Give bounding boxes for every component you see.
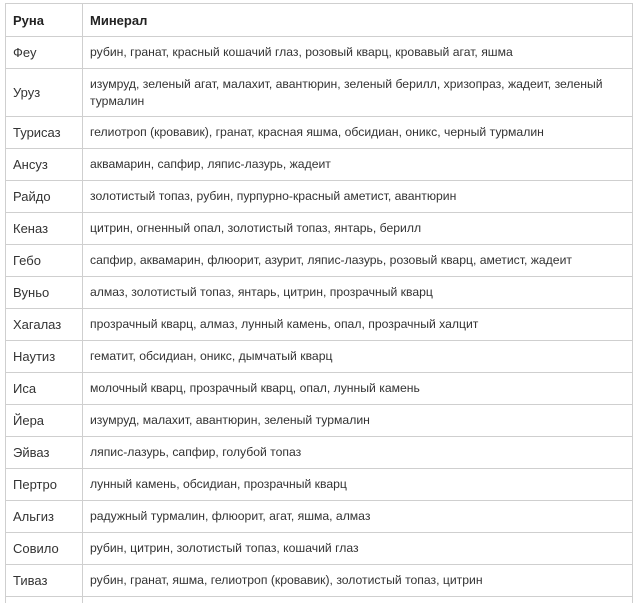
table-row [6,437,633,469]
rune-cell: Тиваз [6,565,83,597]
mineral-cell: рубин, цитрин, золотистый топаз, кошачий глаз [83,533,633,565]
mineral-cell: гелиотроп (кровавик), гранат, красная яшма, обсидиан, оникс, черный турмалин [83,117,633,149]
mineral-cell: рубин, гранат, красный кошачий глаз, розовый кварц, кровавый агат, яшма [83,37,633,69]
rune-cell: Гебо [6,245,83,277]
table-row [6,213,633,245]
table-row [6,565,633,597]
mineral-cell: золотистый топаз, рубин, пурпурно-красный аметист, авантюрин [83,181,633,213]
table-row [6,277,633,309]
table-header-row [6,4,633,37]
rune-cell: Ансуз [6,149,83,181]
rune-cell: Альгиз [6,501,83,533]
table-row [6,181,633,213]
table-row [6,37,633,69]
rune-cell: Уруз [6,69,83,117]
table-row [6,469,633,501]
mineral-cell: лунный камень, обсидиан, прозрачный кварц [83,469,633,501]
rune-mineral-table-container [5,3,632,603]
table-row [6,533,633,565]
rune-cell-empty [6,597,83,604]
table-row [6,341,633,373]
header-mineral: Минерал [83,4,633,37]
header-rune: Руна [6,4,83,37]
mineral-cell: цитрин, огненный опал, золотистый топаз, янтарь, берилл [83,213,633,245]
table-row [6,373,633,405]
mineral-cell: алмаз, золотистый топаз, янтарь, цитрин, прозрачный кварц [83,277,633,309]
rune-cell: Совило [6,533,83,565]
rune-cell: Наутиз [6,341,83,373]
mineral-cell-empty [83,597,633,604]
mineral-cell: молочный кварц, прозрачный кварц, опал, лунный камень [83,373,633,405]
table-row [6,309,633,341]
table-row [6,117,633,149]
table-row [6,245,633,277]
mineral-cell: рубин, гранат, яшма, гелиотроп (кровавик), золотистый топаз, цитрин [83,565,633,597]
rune-cell: Вуньо [6,277,83,309]
table-row [6,405,633,437]
rune-cell: Йера [6,405,83,437]
rune-cell: Хагалаз [6,309,83,341]
rune-cell: Пертро [6,469,83,501]
mineral-cell: гематит, обсидиан, оникс, дымчатый кварц [83,341,633,373]
table-row [6,501,633,533]
rune-mineral-table [5,3,633,603]
mineral-cell: ляпис-лазурь, сапфир, голубой топаз [83,437,633,469]
rune-cell: Иса [6,373,83,405]
mineral-cell: радужный турмалин, флюорит, агат, яшма, алмаз [83,501,633,533]
mineral-cell: изумруд, зеленый агат, малахит, авантюрин, зеленый берилл, хризопраз, жадеит, зеленый турмалин [83,69,633,117]
table-row [6,149,633,181]
rune-cell: Кеназ [6,213,83,245]
mineral-cell: прозрачный кварц, алмаз, лунный камень, опал, прозрачный халцит [83,309,633,341]
mineral-cell: сапфир, аквамарин, флюорит, азурит, ляпис-лазурь, розовый кварц, аметист, жадеит [83,245,633,277]
rune-cell: Турисаз [6,117,83,149]
table-row-cutoff [6,597,633,604]
rune-cell: Райдо [6,181,83,213]
mineral-cell: аквамарин, сапфир, ляпис-лазурь, жадеит [83,149,633,181]
rune-cell: Эйваз [6,437,83,469]
mineral-cell: изумруд, малахит, авантюрин, зеленый турмалин [83,405,633,437]
table-row [6,69,633,117]
rune-cell: Феу [6,37,83,69]
